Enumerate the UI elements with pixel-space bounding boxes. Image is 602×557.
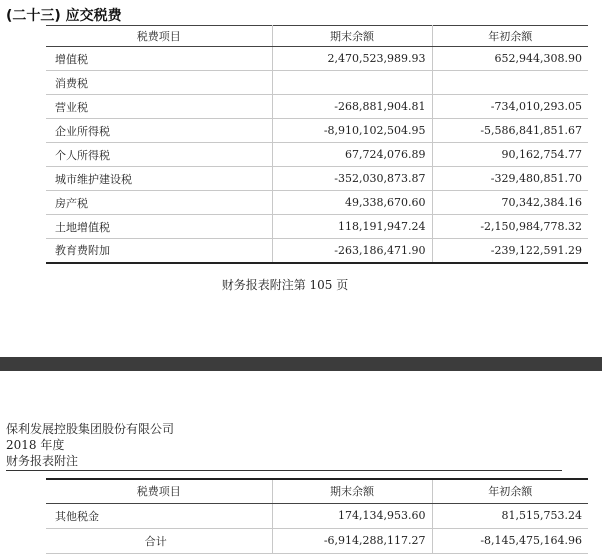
end-balance-value: -263,186,471.90 (272, 239, 432, 263)
table-row (46, 71, 588, 95)
column-header-tax-item: 税费项目 (46, 26, 272, 47)
table-row (46, 215, 588, 239)
table-row (46, 239, 588, 263)
column-header-end-balance: 期末余额 (272, 26, 432, 47)
end-balance-value: 2,470,523,989.93 (272, 47, 432, 71)
tax-item-name: 房产税 (46, 191, 272, 215)
tax-payable-table (46, 25, 588, 264)
begin-balance-value: -329,480,851.70 (432, 167, 588, 191)
end-balance-value: -268,881,904.81 (272, 95, 432, 119)
begin-balance-value: -239,122,591.29 (432, 239, 588, 263)
end-balance-value: 174,134,953.60 (272, 503, 432, 528)
tax-item-name: 增值税 (46, 47, 272, 71)
tax-item-name: 企业所得税 (46, 119, 272, 143)
table-row (46, 119, 588, 143)
company-name: 保利发展控股集团股份有限公司 (6, 422, 175, 436)
table-row (46, 503, 588, 528)
end-balance-value: -352,030,873.87 (272, 167, 432, 191)
tax-item-name: 其他税金 (46, 503, 272, 528)
total-begin-balance: -8,145,475,164.96 (432, 528, 588, 553)
tax-item-name: 教育费附加 (46, 239, 272, 263)
tax-item-name: 营业税 (46, 95, 272, 119)
begin-balance-value: 81,515,753.24 (432, 503, 588, 528)
begin-balance-value: 70,342,384.16 (432, 191, 588, 215)
begin-balance-value: -2,150,984,778.32 (432, 215, 588, 239)
begin-balance-value: -734,010,293.05 (432, 95, 588, 119)
end-balance-value: 49,338,670.60 (272, 191, 432, 215)
table-row (46, 191, 588, 215)
end-balance-value (272, 71, 432, 95)
table-row (46, 47, 588, 71)
page-footer: 财务报表附注第 105 页 (221, 278, 349, 292)
begin-balance-value (432, 71, 588, 95)
begin-balance-value: 90,162,754.77 (432, 143, 588, 167)
table-row (46, 167, 588, 191)
header-rule (6, 470, 562, 471)
total-end-balance: -6,914,288,117.27 (272, 528, 432, 553)
column-header-begin-balance: 年初余额 (432, 26, 588, 47)
section-title: (二十三) 应交税费 (6, 8, 122, 24)
total-label: 合计 (46, 528, 272, 553)
begin-balance-value: -5,586,841,851.67 (432, 119, 588, 143)
table-header-row (46, 479, 588, 503)
table-row (46, 95, 588, 119)
tax-item-name: 城市维护建设税 (46, 167, 272, 191)
document-title: 财务报表附注 (6, 454, 79, 468)
begin-balance-value: 652,944,308.90 (432, 47, 588, 71)
report-year: 2018 年度 (6, 438, 65, 452)
end-balance-value: 67,724,076.89 (272, 143, 432, 167)
tax-item-name: 土地增值税 (46, 215, 272, 239)
table-row (46, 143, 588, 167)
page-separator (0, 357, 602, 371)
table-header-row (46, 26, 588, 47)
tax-payable-table-continued (46, 478, 588, 554)
end-balance-value: 118,191,947.24 (272, 215, 432, 239)
column-header-begin-balance: 年初余额 (432, 479, 588, 503)
tax-item-name: 个人所得税 (46, 143, 272, 167)
column-header-end-balance: 期末余额 (272, 479, 432, 503)
column-header-tax-item: 税费项目 (46, 479, 272, 503)
tax-item-name: 消费税 (46, 71, 272, 95)
end-balance-value: -8,910,102,504.95 (272, 119, 432, 143)
total-row (46, 528, 588, 553)
